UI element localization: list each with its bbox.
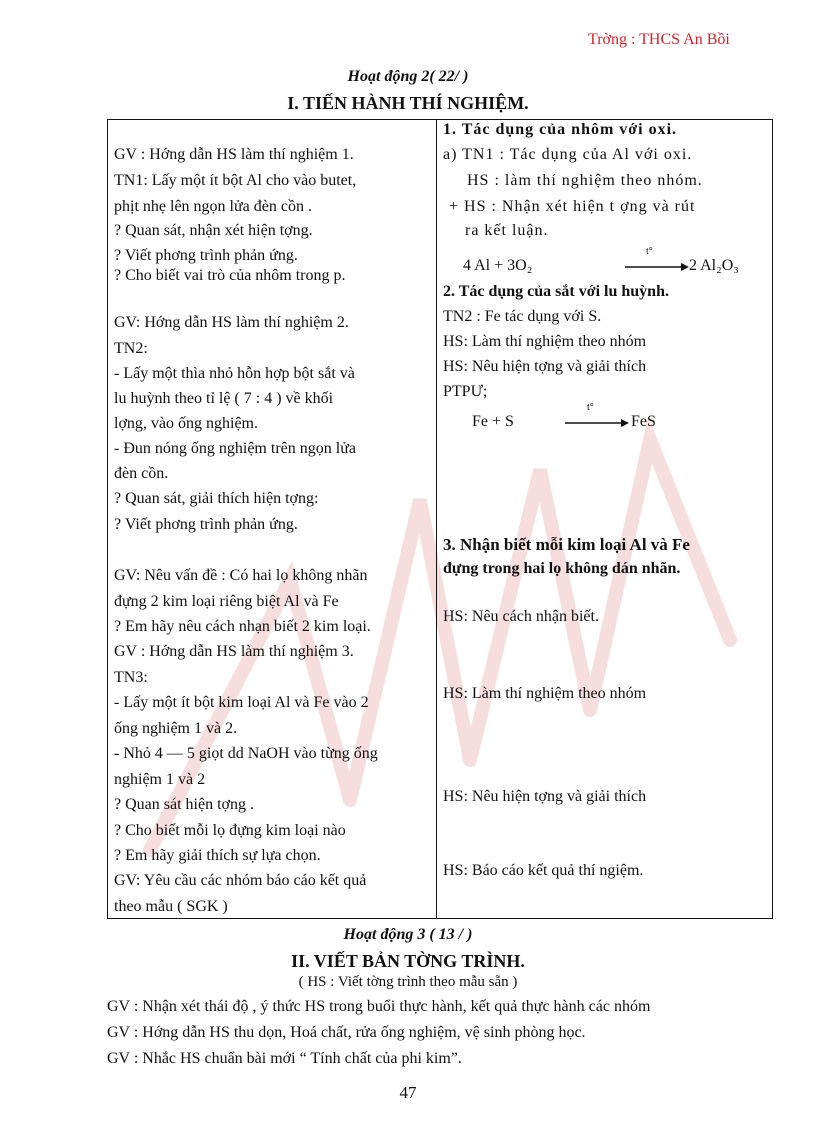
right-line: HS: Nêu hiện tợng và giải thích	[443, 358, 647, 375]
section-2-subtitle: ( HS : Viết tờng trình theo mẫu sẵn )	[298, 974, 518, 990]
left-line: đựng 2 kim loại riêng biệt Al và Fe	[114, 593, 339, 610]
right-line: HS : làm thí nghiệm theo nhóm.	[467, 172, 703, 189]
right-line: HS: Làm thí nghiệm theo nhóm	[443, 685, 647, 702]
heading-iron-sulfur: 2. Tác dụng của sắt với lu huỳnh.	[443, 283, 669, 300]
left-line: GV : Hớng dẫn HS làm thí nghiệm 3.	[114, 643, 354, 660]
right-line: PTPƯ;	[443, 383, 488, 400]
equation-1-products: 2 Al₂O₃	[689, 257, 739, 274]
right-line: HS: Báo cáo kết quả thí ngiệm.	[443, 862, 644, 879]
left-line: GV: Hớng dẫn HS làm thí nghiệm 2.	[114, 314, 349, 331]
equation-2-products: FeS	[631, 413, 656, 430]
left-line: ? Cho biết mỗi lọ đựng kim loại nào	[114, 822, 346, 839]
school-header: Trờng : THCS An Bồi	[588, 31, 730, 48]
right-line: HS: Làm thí nghiệm theo nhóm	[443, 333, 647, 350]
left-line: ống nghiệm 1 và 2.	[114, 720, 238, 737]
left-line: ? Quan sát hiện tợng .	[114, 796, 254, 813]
left-line: TN1: Lấy một ít bột Al cho vào butet,	[114, 172, 357, 189]
heading-identify-metals-cont: đựng trong hai lọ không dán nhãn.	[443, 560, 681, 577]
left-line: - Đun nóng ống nghiệm trên ngọn lửa	[114, 440, 356, 457]
heading-identify-metals: 3. Nhận biết mỗi kim loại Al và Fe	[443, 535, 690, 554]
left-line: TN3:	[114, 669, 148, 686]
left-line: GV : Hớng dẫn HS làm thí nghiệm 1.	[114, 146, 354, 163]
student-column	[437, 120, 772, 918]
closing-line: GV : Nhắc HS chuẩn bài mới “ Tính chất của phi kim”.	[107, 1050, 462, 1067]
equation-2-reactants: Fe + S	[472, 413, 514, 430]
left-line: lợng, vào ống nghiệm.	[114, 415, 258, 432]
equation-1-reactants: 4 Al + 3O₂	[463, 257, 533, 274]
left-line: ? Em hãy giải thích sự lựa chọn.	[114, 847, 321, 864]
closing-line: GV : Nhận xét thái độ , ý thức HS trong buổi thực hành, kết quả thực hành các nhóm	[107, 998, 651, 1015]
left-line: GV: Yêu cầu các nhóm báo cáo kết quả	[114, 872, 367, 889]
left-line: ? Quan sát, giải thích hiện tợng:	[114, 490, 319, 507]
left-line: phịt nhẹ lên ngọn lửa đèn cồn .	[114, 198, 312, 215]
left-line: nghiệm 1 và 2	[114, 771, 206, 788]
reaction-arrow-icon	[623, 253, 691, 275]
left-line: ? Cho biết vai trò của nhôm trong p.	[114, 267, 346, 284]
section-1-title: I. TIẾN HÀNH THÍ NGHIỆM.	[287, 93, 529, 113]
activity-3-title: Hoạt động 3 ( 13 / )	[343, 926, 473, 943]
left-line: - Lấy một thìa nhỏ hỗn hợp bột sắt và	[114, 365, 355, 382]
left-line: ? Em hãy nêu cách nhạn biết 2 kim loại.	[114, 618, 371, 635]
right-line: + HS : Nhận xét hiện t ợng và rút	[449, 198, 696, 215]
heading-aluminium-oxygen: 1. Tác dụng của nhôm với oxi.	[443, 121, 678, 138]
left-line: ? Quan sát, nhận xét hiện tợng.	[114, 222, 313, 239]
activity-2-title: Hoạt động 2( 22/ )	[347, 68, 469, 85]
right-line: TN2 : Fe tác dụng với S.	[443, 308, 602, 325]
left-line: lu huỳnh theo tỉ lệ ( 7 : 4 ) về khối	[114, 390, 334, 407]
left-line: TN2:	[114, 340, 148, 357]
left-line: ? Viết phơng trình phản ứng.	[114, 247, 298, 264]
equation-2-condition: t°	[587, 402, 594, 413]
left-line: đèn cồn.	[114, 465, 169, 482]
section-2-title: II. VIẾT BẢN TỜNG TRÌNH.	[291, 951, 525, 971]
left-line: theo mẫu ( SGK )	[114, 898, 228, 915]
lesson-table	[107, 119, 773, 919]
right-line: HS: Nêu cách nhận biết.	[443, 608, 599, 625]
left-line: - Lấy một ít bột kim loại Al và Fe vào 2	[114, 694, 369, 711]
right-line: ra kết luận.	[465, 222, 549, 239]
equation-1-condition: t°	[646, 246, 653, 257]
left-line: GV: Nêu vấn đề : Có hai lọ không nhãn	[114, 567, 368, 584]
left-line: - Nhỏ 4 — 5 giọt dd NaOH vào từng ống	[114, 745, 378, 762]
right-line: HS: Nêu hiện tợng và giải thích	[443, 788, 647, 805]
reaction-arrow-icon	[563, 409, 631, 431]
right-line: a) TN1 : Tác dụng của Al với oxi.	[443, 146, 693, 163]
left-line: ? Viết phơng trình phản ứng.	[114, 516, 298, 533]
page-number: 47	[399, 1083, 417, 1102]
closing-line: GV : Hớng dẫn HS thu dọn, Hoá chất, rửa ống nghiệm, vệ sinh phòng học.	[107, 1024, 586, 1041]
